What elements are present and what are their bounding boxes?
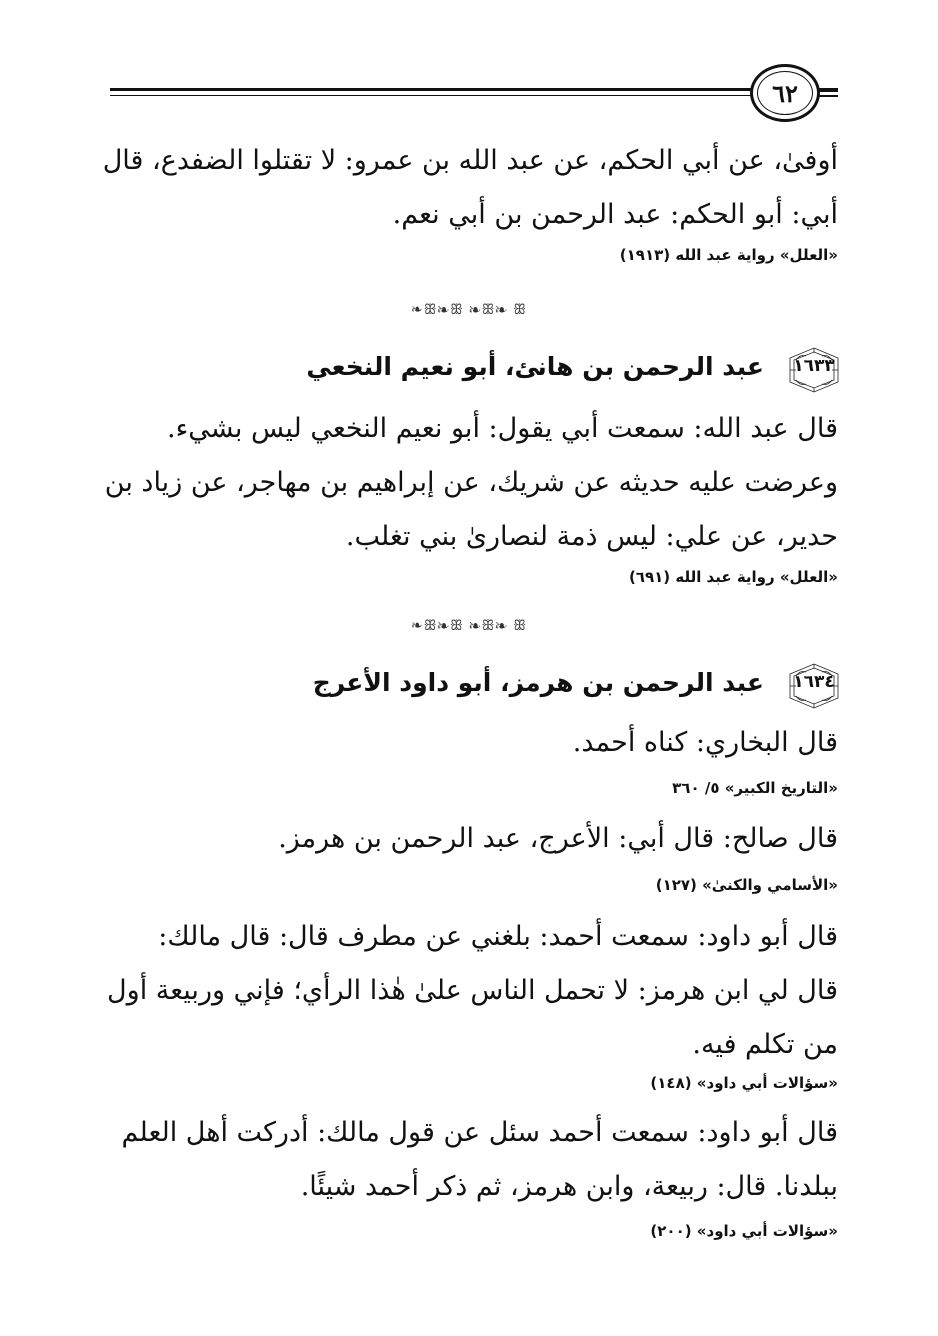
section-divider: ꕥ❧ꕥ ❧ꕥ❧ ꕥ❧ <box>410 302 528 318</box>
page-number-badge <box>750 64 820 122</box>
source-citation: «التاريخ الكبير» ٥/ ٣٦٠ <box>672 779 838 797</box>
text-line: أوفىٰ، عن أبي الحكم، عن عبد الله بن عمرو: لا تقتلوا الضفدع، قال <box>102 145 838 176</box>
text-line: قال أبو داود: سمعت أحمد: بلغني عن مطرف قال: قال مالك: <box>158 921 838 952</box>
text-line: قال أبو داود: سمعت أحمد سئل عن قول مالك: أدركت أهل العلم <box>121 1117 838 1148</box>
entry-title: عبد الرحمن بن هانئ، أبو نعيم النخعي <box>306 352 764 381</box>
entry-title: عبد الرحمن بن هرمز، أبو داود الأعرج <box>312 668 764 697</box>
entry-1634-para-1 <box>110 716 838 770</box>
section-divider: ꕥ❧ꕥ ❧ꕥ❧ ꕥ❧ <box>410 618 528 634</box>
text-line: وعرضت عليه حديثه عن شريك، عن إبراهيم بن مهاجر، عن زياد بن <box>104 467 838 498</box>
text-line: أبي: أبو الحكم: عبد الرحمن بن أبي نعم. <box>392 199 838 230</box>
page-header <box>110 58 838 128</box>
source-citation: «الأسامي والكنىٰ» (١٢٧) <box>655 876 838 894</box>
entry-1633-body <box>104 402 838 564</box>
text-line: قال صالح: قال أبي: الأعرج، عبد الرحمن بن هرمز. <box>278 823 838 854</box>
header-rule-end <box>818 90 838 98</box>
entry-1634-para-3 <box>107 910 838 1072</box>
text-line: حدير، عن علي: ليس ذمة لنصارىٰ بني تغلب. <box>345 521 838 552</box>
entry-1634-para-2 <box>110 812 838 866</box>
text-line: قال البخاري: كناه أحمد. <box>572 727 838 758</box>
source-citation: «العلل» رواية عبد الله (١٩١٣) <box>619 246 838 264</box>
continuation-paragraph <box>102 134 838 242</box>
source-citation: «سؤالات أبي داود» (٢٠٠) <box>650 1222 838 1240</box>
source-citation: «العلل» رواية عبد الله (٦٩١) <box>628 568 838 586</box>
text-line: من تكلم فيه. <box>692 1029 838 1060</box>
header-rule <box>110 88 838 100</box>
text-line: قال عبد الله: سمعت أبي يقول: أبو نعيم النخعي ليس بشيء. <box>166 413 838 444</box>
entry-number-ornament <box>786 346 842 394</box>
entry-number: ١٦٣٤ <box>793 672 835 692</box>
text-line: ببلدنا. قال: ربيعة، وابن هرمز، ثم ذكر أحمد شيئًا. <box>300 1171 838 1202</box>
entry-heading-1634 <box>242 662 842 712</box>
entry-heading-1633 <box>242 346 842 396</box>
source-citation: «سؤالات أبي داود» (١٤٨) <box>650 1074 838 1092</box>
entry-1634-para-4 <box>110 1106 838 1214</box>
entry-number-ornament <box>786 662 842 710</box>
page-number: ٦٢ <box>772 79 798 108</box>
entry-number: ١٦٣٣ <box>793 356 835 376</box>
text-line: قال لي ابن هرمز: لا تحمل الناس علىٰ هٰذا الرأي؛ فإني وربيعة أول <box>107 975 838 1006</box>
